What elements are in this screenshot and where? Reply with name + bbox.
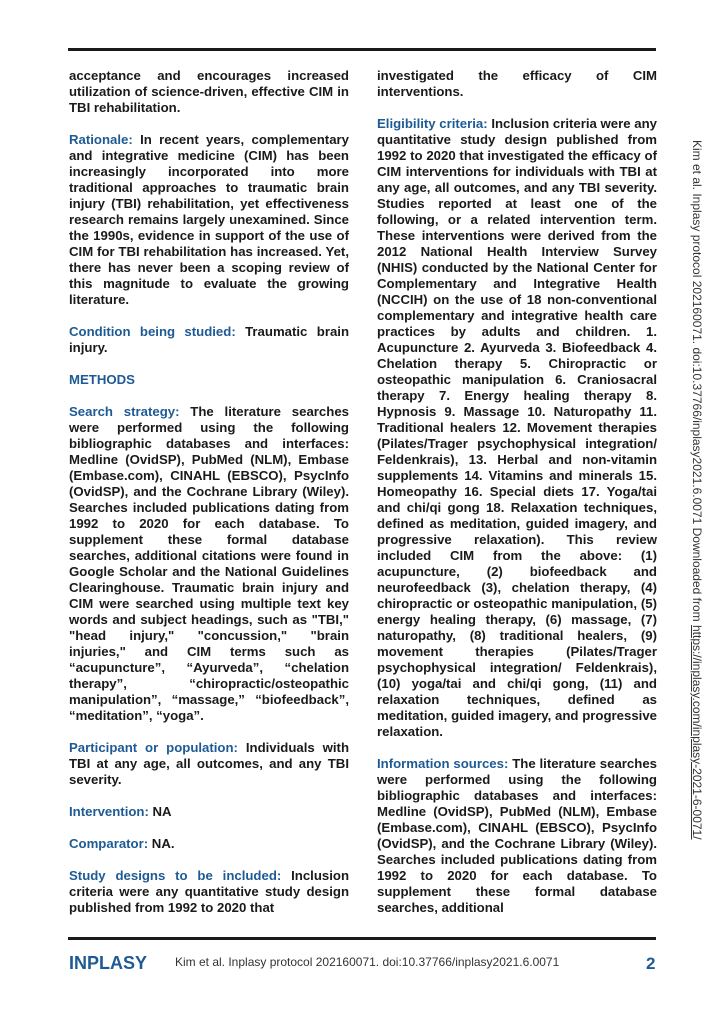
information-sources-text: The literature searches were performed using the following bibliographic databases and interfaces: Medline (OvidSP), PubMed (NLM), Embase (Embase.com), CINAHL (EBSCO), PsycInfo (OvidSP), and the Cochrane Library (Wiley). Searches included publications dating from 1992 to 2020 for each database. To supplement these formal database searches, additional xyxy=(377,756,657,915)
left-column xyxy=(69,68,349,932)
study-designs-section xyxy=(69,868,349,916)
top-rule xyxy=(68,48,656,51)
intervention-label: Intervention: xyxy=(69,804,149,819)
search-strategy-section xyxy=(69,404,349,724)
page-number: 2 xyxy=(646,954,656,973)
comparator-label: Comparator: xyxy=(69,836,149,851)
side-note-text: Kim et al. Inplasy protocol 202160071. doi:10.37766/inplasy2021.6.0071 Downloaded from xyxy=(690,140,704,625)
search-strategy-label: Search strategy: xyxy=(69,404,180,419)
study-designs-text: Inclusion criteria were any quantitative study design published from 1992 to 2020 that xyxy=(69,868,350,915)
condition-section xyxy=(69,324,349,356)
intervention-section xyxy=(69,804,349,820)
eligibility-section xyxy=(377,116,657,740)
eligibility-text: Inclusion criteria were any quantitative study design published from 1992 to 2020 that investigated the efficacy of CIM interventions for individuals with TBI at any age, all outcomes, and any TBI severity. Studies reported at least one of the following, or a related intervention term. These interventions were derived from the 2012 National Health Interview Survey (NHIS) conducted by the National Center for Complementary and Integrative Health (NCCIH) on the use of 18 non-conventional complementary and integrative health care practices by adults and children. 1. Acupuncture 2. Ayurveda 3. Biofeedback 4. Chelation therapy 5. Chiropractic or osteopathic manipulation 6. Craniosacral therapy 7. Energy healing therapy 8. Hypnosis 9. Massage 10. Naturopathy 11. Traditional healers 12. Movement therapies (Pilates/Trager psychophysical integration/ Feldenkrais), 13. Herbal and non-vitamin supplements 14. Vitamins and minerals 15. Homeopathy 16. Special diets 17. Yoga/tai and chi/qi gong 18. Relaxation techniques, defined as meditation, guided imagery, and progressive relaxation). This review included CIM from the above: (1) acupuncture, (2) biofeedback and neurofeedback (3), chelation therapy, (4) chiropractic or osteopathic manipulation, (5) energy healing therapy, (6) massage, (7) naturopathy, (8) traditional healers, (9) movement therapies (Pilates/Trager psychophysical integration/ Feldenkrais), (10) yoga/tai and chi/qi gong, (11) and relaxation techniques, defined as meditation, guided imagery, and progressive relaxation. xyxy=(377,116,657,739)
condition-text: Traumatic brain injury. xyxy=(69,324,350,355)
information-sources-label: Information sources: xyxy=(377,756,509,771)
participant-section xyxy=(69,740,349,788)
study-designs-label: Study designs to be included: xyxy=(69,868,282,883)
information-sources-section xyxy=(377,756,657,916)
footer-citation: Kim et al. Inplasy protocol 202160071. doi:10.37766/inplasy2021.6.0071 xyxy=(175,955,560,969)
participant-text: Individuals with TBI at any age, all outcomes, and any TBI severity. xyxy=(69,740,349,787)
intervention-text: NA xyxy=(148,804,172,819)
inplasy-logo: INPLASY xyxy=(69,953,148,973)
continuation-paragraph: investigated the efficacy of CIM interventions. xyxy=(377,68,657,99)
continuation-paragraph: acceptance and encourages increased utilization of science-driven, effective CIM in TBI rehabilitation. xyxy=(69,68,349,115)
methods-heading: METHODS xyxy=(69,372,135,387)
eligibility-label: Eligibility criteria: xyxy=(377,116,488,131)
right-column xyxy=(377,68,657,932)
rationale-label: Rationale: xyxy=(69,132,133,147)
condition-label: Condition being studied: xyxy=(69,324,236,339)
participant-label: Participant or population: xyxy=(69,740,238,755)
search-strategy-text: The literature searches were performed using the following bibliographic databases and interfaces: Medline (OvidSP), PubMed (NLM), Embase (Embase.com), CINAHL (EBSCO), PsycInfo (OvidSP), and the Cochrane Library (Wiley). Searches included publications dating from 1992 to 2020 for each database. To supplement these formal database searches, additional citations were found in Google Scholar and the National Guidelines Clearinghouse. Traumatic brain injury and CIM were searched using multiple text key words and subject headings, such as "TBI," "head injury," "concussion," "brain injuries," and CIM terms such as “acupuncture”, “Ayurveda”, “chelation therapy”, “chiropractic/osteopathic manipulation”, “massage,” “biofeedback”, “meditation”, “yoga”. xyxy=(69,404,349,723)
bottom-rule xyxy=(68,937,656,940)
comparator-section xyxy=(69,836,349,852)
rationale-text: In recent years, complementary and integrative medicine (CIM) has been increasingly incorporated into more traditional approaches to traumatic brain injury (TBI) rehabilitation, yet effectiveness research remains largely unexamined. Since the 1990s, evidence in support of the use of CIM for TBI rehabilitation has increased. Yet, there has never been a scoping review of this magnitude to evaluate the growing literature. xyxy=(69,132,349,307)
side-note-link[interactable]: https://inplasy.com/inplasy-2021-6-0071/ xyxy=(690,625,704,840)
rationale-section xyxy=(69,132,349,308)
comparator-text: NA. xyxy=(148,836,175,851)
side-download-note xyxy=(690,140,704,840)
